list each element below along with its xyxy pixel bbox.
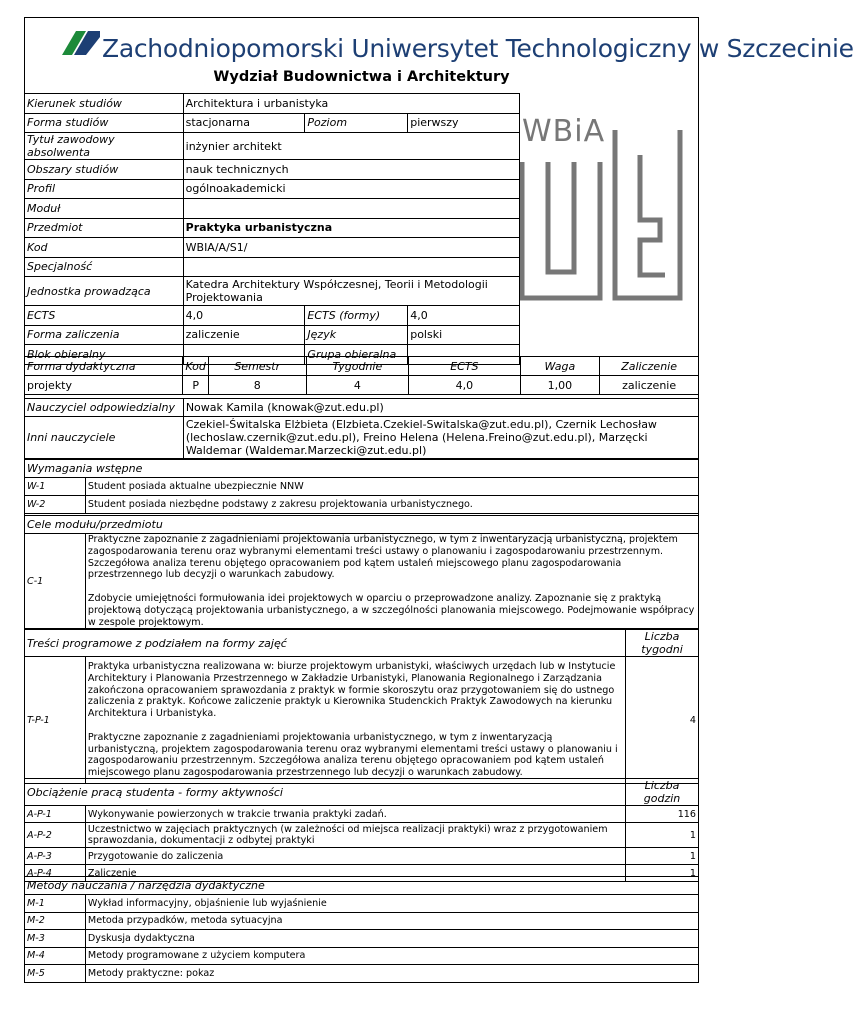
obszary-label: Obszary studiów [25,160,184,180]
kierunek-label: Kierunek studiów [25,94,184,114]
forms-cell-forma: projekty [25,376,183,395]
requirement-code: W-2 [25,496,86,514]
table-row [25,496,699,514]
jednostka-value: Katedra Architektury Współczesnej, Teorii i Metodologii Projektowania [183,277,519,306]
header [24,17,854,93]
table-row [25,848,699,865]
zaliczenie-value: zaliczenie [183,325,305,345]
table-row [25,823,699,848]
obszary-value: nauk technicznych [183,160,519,180]
other-teachers-label: Inni nauczyciele [25,417,184,459]
ects-label: ECTS [25,306,184,326]
content-text [85,657,625,784]
workload-text: Uczestnictwo w zajęciach praktycznych (w zależności od miejsca realizacji praktyki) wraz z przygotowaniem sprawozdania, dokumentacji z odbytej praktyki [85,823,625,848]
main-teacher-value: Nowak Kamila (knowak@zut.edu.pl) [183,399,698,417]
forms-header-semestr: Semestr [208,357,306,376]
forms-table [24,356,699,395]
content-hours-value: 4 [626,657,699,784]
modul-value [183,199,519,219]
forms-header-tygodnie: Tygodnie [306,357,409,376]
forms-header-zaliczenie: Zaliczenie [600,357,699,376]
university-logo-icon [60,27,104,59]
workload-value: 116 [626,806,699,823]
ects-formy-label: ECTS (formy) [305,306,408,326]
zaliczenie-label: Forma zaliczenia [25,325,184,345]
goal-paragraph-2: Zdobycie umiejętności formułowania idei projektowych w oparciu o przeprowadzone analizy. Zapoznanie się z praktyką projektową dotyczącą projektowania urbanistycznego, a w szczególności planowania miejscowego. Podejmowanie współpracy w zespole projektowym. [87,592,695,628]
przedmiot-label: Przedmiot [25,218,184,238]
forms-header-kod: Kod [183,357,209,376]
table-row [25,947,699,965]
goals-table [24,515,699,629]
goals-title: Cele modułu/przedmiotu [25,516,699,534]
content-paragraph-1: Praktyka urbanistyczna realizowana w: biurze projektowym urbanistyki, właściwych urzędach lub w Instytucie Architektury i Planowania Przestrzennego w Zakładzie Urbanistyki, Planowania Regionalnego i Zarządzania zakończona opracowaniem sprawozdania z praktyk w formie skoroszytu oraz przygotowaniem się do ustnego zaliczenia z praktyk. Końcowe zaliczenie praktyk u Kierownika Studenckich Praktyk Zawodowych na kierunku Architektura i Urbanistyka. [87,661,616,720]
workload-text: Przygotowanie do zaliczenia [85,848,625,865]
table-row [25,930,699,948]
goal-code: C-1 [25,534,86,629]
requirement-text: Student posiada niezbędne podstawy z zakresu projektowania urbanistycznego. [85,496,698,514]
forms-cell-semestr: 8 [208,376,306,395]
workload-value: 1 [626,823,699,848]
info-table [24,93,520,365]
method-text: Metody praktyczne: pokaz [85,965,698,983]
table-row [25,478,699,496]
forma-label: Forma studiów [25,113,184,133]
content-title: Treści programowe z podziałem na formy zajęć [25,630,626,657]
ects-value: 4,0 [183,306,305,326]
tytul-label: Tytuł zawodowy absolwenta [25,133,184,160]
forma-value: stacjonarna [183,113,305,133]
forms-cell-tygodnie: 4 [306,376,409,395]
forms-cell-kod: P [183,376,209,395]
workload-value: 1 [626,848,699,865]
methods-table [24,876,699,983]
method-text: Dyskusja dydaktyczna [85,930,698,948]
method-text: Wykład informacyjny, objaśnienie lub wyjaśnienie [85,895,698,913]
specjalnosc-label: Specjalność [25,257,184,277]
forms-header-waga: Waga [520,357,600,376]
workload-code: A-P-1 [25,806,86,823]
methods-title: Metody nauczania / narzędzia dydaktyczne [25,877,699,895]
workload-table [24,778,699,882]
poziom-value: pierwszy [408,113,520,133]
specjalnosc-value [183,257,519,277]
forms-cell-waga: 1,00 [520,376,600,395]
blok-label: Blok obieralny [25,345,184,365]
forms-cell-ects: 4,0 [409,376,520,395]
faculty-title: Wydział Budownictwa i Architektury [213,69,510,85]
content-table [24,629,699,784]
profil-value: ogólnoakademicki [183,179,519,199]
content-paragraph-2: Praktyczne zapoznanie z zagadnieniami projektowania urbanistycznego, w tym z inwentaryzacją urbanistyczną, projektem zagospodarowania terenu oraz wybranymi elementami treści ustawy o planowaniu i zagospodarowaniu przestrzennym. Szczegółowa analiza terenu objętego opracowaniem pod kątem ustaleń miejscowego planu zagospodarowania przestrzennego lub decyzji o warunkach zabudowy. [87,731,618,779]
requirement-code: W-1 [25,478,86,496]
workload-code: A-P-4 [25,865,86,882]
workload-code: A-P-3 [25,848,86,865]
workload-text: Zaliczenie [85,865,625,882]
tytul-value: inżynier architekt [183,133,519,160]
method-code: M-1 [25,895,86,913]
profil-label: Profil [25,179,184,199]
method-text: Metody programowane z użyciem komputera [85,947,698,965]
teachers-table [24,398,699,459]
goal-paragraph-1: Praktyczne zapoznanie z zagadnieniami projektowania urbanistycznego, w tym z inwentaryzacją urbanistyczną, projektem zagospodarowania terenu oraz wybranymi elementami treści ustawy o planowaniu i zagospodarowaniu przestrzennym. Szczegółowa analiza terenu objętego opracowaniem pod kątem ustaleń miejscowego planu zagospodarowania przestrzennego lub decyzji o warunkach zabudowy. [87,534,678,581]
method-code: M-2 [25,912,86,930]
jezyk-value: polski [408,325,520,345]
workload-title: Obciążenie pracą studenta - formy aktywności [25,779,626,806]
table-row [25,895,699,913]
content-code: T-P-1 [25,657,86,784]
table-row [25,912,699,930]
workload-code: A-P-2 [25,823,86,848]
content-hours-label: Liczba tygodni [626,630,699,657]
method-text: Metoda przypadków, metoda sytuacyjna [85,912,698,930]
workload-text: Wykonywanie powierzonych w trakcie trwania praktyki zadań. [85,806,625,823]
kod-label: Kod [25,238,184,258]
method-code: M-5 [25,965,86,983]
modul-label: Moduł [25,199,184,219]
table-row [25,965,699,983]
wbia-logo-text: WBiA [522,114,606,149]
requirements-title: Wymagania wstępne [25,460,699,478]
forms-header-ects: ECTS [409,357,520,376]
table-row [25,806,699,823]
main-teacher-label: Nauczyciel odpowiedzialny [25,399,184,417]
method-code: M-3 [25,930,86,948]
przedmiot-value: Praktyka urbanistyczna [183,218,519,238]
kod-value: WBIA/A/S1/ [183,238,519,258]
ects-formy-value: 4,0 [408,306,520,326]
poziom-label: Poziom [305,113,408,133]
requirement-text: Student posiada aktualne ubezpiecznie NNW [85,478,698,496]
wbia-logo [500,100,685,310]
requirements-table [24,459,699,514]
jednostka-label: Jednostka prowadząca [25,277,184,306]
jezyk-label: Język [305,325,408,345]
wbia-logo-graphic [500,100,685,310]
grupa-label: Grupa obieralna [305,345,408,365]
other-teachers-value: Czekiel-Świtalska Elżbieta (Elzbieta.Czekiel-Switalska@zut.edu.pl), Czernik Lechosław (lechoslaw.czernik@zut.edu.pl), Freino Helena (Helena.Freino@zut.edu.pl), Marzęcki Waldemar (Waldemar.Marzecki@zut.edu.pl) [183,417,698,459]
workload-value: 1 [626,865,699,882]
kierunek-value: Architektura i urbanistyka [183,94,519,114]
goal-text [85,534,698,629]
forms-cell-zaliczenie: zaliczenie [600,376,699,395]
university-name: Zachodniopomorski Uniwersytet Technologiczny w Szczecinie [102,34,854,63]
forms-header-forma: Forma dydaktyczna [25,357,183,376]
workload-hours-label: Liczba godzin [626,779,699,806]
method-code: M-4 [25,947,86,965]
